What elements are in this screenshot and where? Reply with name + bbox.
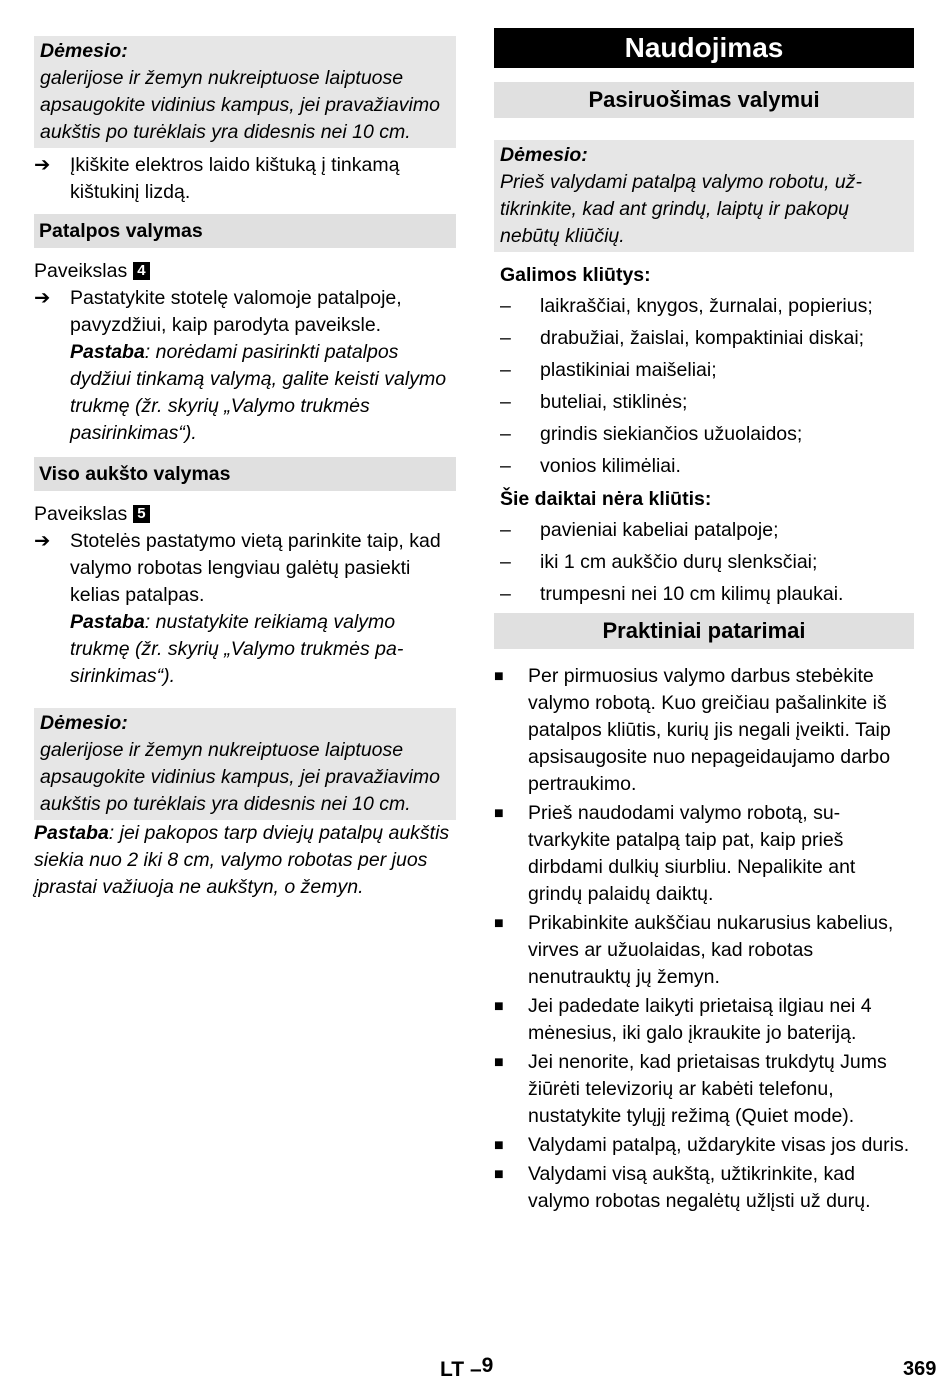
- dash-icon: –: [500, 295, 511, 317]
- section-heading: Viso aukšto valymas: [34, 457, 456, 491]
- note: [34, 820, 456, 901]
- square-bullet-icon: ■: [494, 805, 504, 822]
- square-bullet-icon: ■: [494, 1054, 504, 1071]
- list-item: [494, 1049, 914, 1130]
- footer-section-label: [440, 1356, 493, 1383]
- list-item: [500, 357, 914, 384]
- list-item-text: grindis siekiančios užuolaidos;: [540, 423, 803, 445]
- list-item-text: plastikiniai maišeliai;: [540, 359, 717, 381]
- square-bullet-icon: ■: [494, 915, 504, 932]
- dash-icon: –: [500, 423, 511, 445]
- list-item: [500, 453, 914, 480]
- note-text: : nustatykite reikiamą valymo trukmę (žr. skyrių „Valymo trukmės pasirinkimas“).: [70, 611, 404, 687]
- warning-title: Dėmesio:: [40, 712, 128, 734]
- step-text: Stotelės pastatymo vietą parinkite taip, kad valymo robotas lengviau galėtų pasiekti kelias patalpas.: [70, 530, 441, 606]
- list-item: [500, 293, 914, 320]
- list-item-text: drabužiai, žaislai, kompaktiniai diskai;: [540, 327, 865, 349]
- square-bullet-icon: ■: [494, 668, 504, 685]
- right-column: [494, 28, 914, 1217]
- note-label: Pastaba: [34, 822, 109, 844]
- list-item-text: iki 1 cm aukščio durų slenksčiai;: [540, 551, 818, 573]
- figure-reference: [34, 258, 456, 285]
- dash-icon: –: [500, 455, 511, 477]
- list-item: [494, 993, 914, 1047]
- list-item: [494, 800, 914, 908]
- dash-icon: –: [500, 519, 511, 541]
- list-item: [500, 549, 914, 576]
- subsection-title: Pasiruošimas valymui: [494, 82, 914, 118]
- note-label: Pastaba: [70, 611, 145, 633]
- note-text: : jei pakopos tarp dviejų patalpų aukštis siekia nuo 2 iki 8 cm, valymo robotas per juos įprastai važiuoja ne aukštyn, o žemyn.: [34, 822, 450, 898]
- tips-list: [494, 663, 914, 1215]
- section-title: Naudojimas: [494, 28, 914, 68]
- list-item-text: Jei nenorite, kad prietaisas trukdytų Jums žiūrėti televizorių ar kabėti telefonu, nustatykite tylųjį režimą (Quiet mode).: [528, 1051, 887, 1127]
- warning-box: [34, 36, 456, 148]
- warning-text: galerijose ir žemyn nukreiptuose laiptuose apsaugokite vidinius kampus, jei pravažiavimo aukštis po turėklais yra didesnis nei 10 cm.: [40, 67, 440, 143]
- list-item: [494, 1161, 914, 1215]
- instruction-step: [34, 152, 456, 206]
- figure-label: Paveikslas: [34, 260, 128, 282]
- left-column: [34, 36, 456, 901]
- dash-icon: –: [500, 391, 511, 413]
- square-bullet-icon: ■: [494, 998, 504, 1015]
- list-item-text: Valydami visą aukštą, užtikrinkite, kad valymo robotas negalėtų užlįsti už durų.: [528, 1163, 871, 1212]
- figure-number-badge: 4: [133, 262, 149, 280]
- arrow-icon: ➔: [34, 287, 51, 309]
- list-item: [494, 1132, 914, 1159]
- subsection-title: Praktiniai patarimai: [494, 613, 914, 649]
- non-obstacles-list: [494, 517, 914, 608]
- arrow-icon: ➔: [34, 154, 51, 176]
- dash-icon: –: [500, 583, 511, 605]
- note: [70, 339, 456, 447]
- list-heading: Galimos kliūtys:: [500, 264, 651, 286]
- footer-language: LT: [440, 1358, 465, 1381]
- section-heading: Patalpos valymas: [34, 214, 456, 248]
- dash-icon: –: [500, 359, 511, 381]
- obstacles-list: [494, 293, 914, 480]
- list-item-text: trumpesni nei 10 cm kilimų plaukai.: [540, 583, 844, 605]
- figure-number-badge: 5: [133, 505, 149, 523]
- list-item-text: Jei padedate laikyti prietaisą ilgiau nei 4 mėnesius, iki galo įkraukite jo bateriją.: [528, 995, 872, 1044]
- warning-text: Prieš valydami patalpą valymo robotu, užtikrinkite, kad ant grindų, laiptų ir pakopų nebūtų kliūčių.: [500, 171, 863, 247]
- list-item: [500, 389, 914, 416]
- warning-text: galerijose ir žemyn nukreiptuose laiptuose apsaugokite vidinius kampus, jei pravažiavimo aukštis po turėklais yra didesnis nei 10 cm.: [40, 739, 440, 815]
- page-number: 369: [903, 1358, 937, 1380]
- list-item: [494, 663, 914, 798]
- list-item-text: pavieniai kabeliai patalpoje;: [540, 519, 779, 541]
- note-text: : norėdami pasirinkti patalpos dydžiui tinkamą valymą, galite keisti valymo trukmę (žr. skyrių „Valymo trukmės pasirinkimas“).: [70, 341, 447, 444]
- list-item-text: laikraščiai, knygos, žurnalai, popierius;: [540, 295, 873, 317]
- list-item-text: buteliai, stiklinės;: [540, 391, 688, 413]
- list-item: [500, 581, 914, 608]
- dash-icon: –: [500, 551, 511, 573]
- footer-section-page: 9: [481, 1354, 494, 1377]
- warning-box: [494, 140, 914, 252]
- list-item-text: Per pirmuosius valymo darbus stebėkite valymo robotą. Kuo greičiau pašalinkite iš patalpos kliūtis, kurių jis negali įveikti. Taip apsisaugosite nuo nepageidaujamo darbo pertraukimo.: [528, 665, 891, 795]
- list-item-text: Prieš naudodami valymo robotą, sutvarkykite patalpą taip pat, kaip prieš dirbdami dulkių siurbliu. Nepalikite ant grindų palaidų daiktų.: [528, 802, 856, 905]
- arrow-icon: ➔: [34, 530, 51, 552]
- step-text: Įkiškite elektros laido kištuką į tinkamą kištukinį lizdą.: [70, 154, 400, 203]
- warning-title: Dėmesio:: [40, 40, 128, 62]
- list-heading: Šie daiktai nėra kliūtis:: [500, 488, 712, 510]
- square-bullet-icon: ■: [494, 1137, 504, 1154]
- list-item: [500, 421, 914, 448]
- note-label: Pastaba: [70, 341, 145, 363]
- warning-title: Dėmesio:: [500, 144, 588, 166]
- list-item-text: vonios kilimėliai.: [540, 455, 681, 477]
- list-item: [500, 517, 914, 544]
- figure-reference: [34, 501, 456, 528]
- list-item: [494, 910, 914, 991]
- square-bullet-icon: ■: [494, 1166, 504, 1183]
- figure-label: Paveikslas: [34, 503, 128, 525]
- list-item: [500, 325, 914, 352]
- footer-separator: –: [469, 1358, 482, 1381]
- instruction-step: [34, 528, 456, 609]
- dash-icon: –: [500, 327, 511, 349]
- note: [70, 609, 456, 690]
- warning-box: [34, 708, 456, 820]
- instruction-step: [34, 285, 456, 339]
- step-text: Pastatykite stotelę valomoje patalpoje, pavyzdžiui, kaip parodyta paveiksle.: [70, 287, 402, 336]
- list-item-text: Prikabinkite aukščiau nukarusius kabelius, virves ar užuolaidas, kad robotas nenutrauktų jų žemyn.: [528, 912, 894, 988]
- list-item-text: Valydami patalpą, uždarykite visas jos duris.: [528, 1134, 910, 1156]
